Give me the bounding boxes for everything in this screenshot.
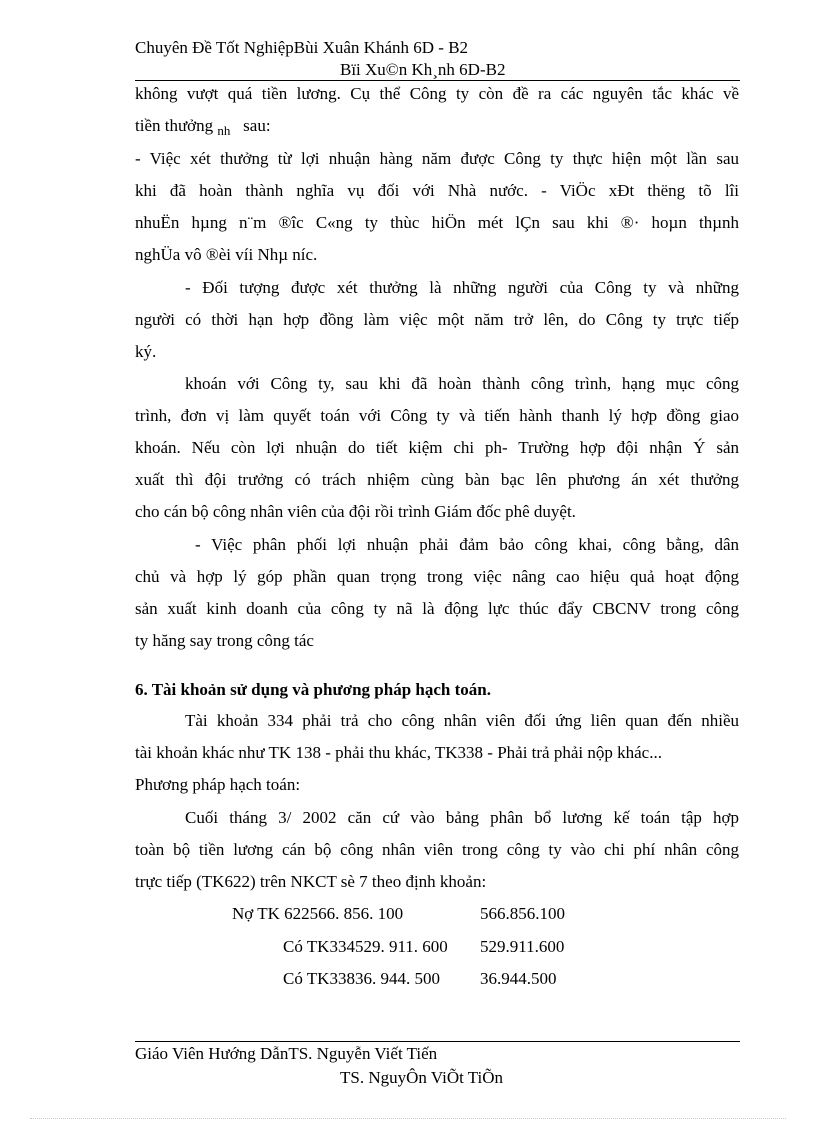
text-line: trực tiếp (TK622) trên NKCT sè 7 theo định khoản: — [135, 872, 487, 891]
text-line: khi đã hoàn thành nghĩa vụ đối với Nhà nước. - ViÖc xÐt thëng tõ lîi — [135, 181, 739, 200]
entry-label: Có TK334529. 911. 600 — [283, 937, 448, 956]
entry-amount: 36.944.500 — [480, 969, 557, 988]
text-line: trình, đơn vị làm quyết toán với Công ty và tiến hành thanh lý hợp đồng giao — [135, 406, 739, 425]
text-line: nhuËn hµng n¨m ®îc C«ng ty thùc hiÖn mét lÇn sau khi ®· hoµn thµnh — [135, 213, 739, 232]
text-fragment: sau: — [243, 116, 271, 135]
page-edge-divider — [30, 1118, 786, 1119]
text-line: sản xuất kinh doanh của công ty nã là động lực thúc đẩy CBCNV trong công — [135, 599, 739, 618]
header-title-legacy: Bïi Xu©n Kh¸nh 6D-B2 — [340, 60, 506, 79]
text-line: không vượt quá tiền lương. Cụ thể Công ty còn đề ra các nguyên tắc khác về — [135, 84, 739, 103]
entry-label: Có TK33836. 944. 500 — [283, 969, 440, 988]
text-line: ký. — [135, 342, 157, 361]
text-line: tài khoản khác như TK 138 - phải thu khác, TK338 - Phải trả phải nộp khác... — [135, 743, 662, 762]
footer-advisor-legacy: TS. NguyÔn ViÕt TiÕn — [340, 1068, 504, 1087]
footer-rule — [135, 1041, 740, 1042]
header-rule — [135, 80, 740, 81]
text-line: - Việc xét thưởng từ lợi nhuận hàng năm được Công ty thực hiện một lần sau — [135, 149, 739, 168]
text-fragment: tiền thưởng — [135, 116, 214, 135]
text-line: nghÜa vô ®èi víi Nhµ níc. — [135, 245, 318, 264]
text-line — [135, 116, 271, 137]
text-line: ty hăng say trong công tác — [135, 631, 314, 650]
text-line: Phương pháp hạch toán: — [135, 775, 301, 794]
text-line: xuất thì đội trưởng có trách nhiệm cùng bàn bạc lên phương án xét thưởng — [135, 470, 739, 489]
text-line: Tài khoản 334 phải trả cho công nhân viên đối ứng liên quan đến nhiều — [185, 711, 739, 730]
entry-amount: 566.856.100 — [480, 904, 565, 923]
entry-label: Nợ TK 622566. 856. 100 — [232, 904, 404, 923]
text-line: khoán. Nếu còn lợi nhuận do tiết kiệm chi ph- Trường hợp đội nhận Ý sản — [135, 438, 739, 457]
text-line: toàn bộ tiền lương cán bộ công nhân viên trong công ty vào chi phí nhân công — [135, 840, 739, 859]
text-line: chủ và hợp lý góp phần quan trọng trong việc nâng cao hiệu quả hoạt động — [135, 567, 739, 586]
text-fragment-subscript: nh — [217, 123, 231, 138]
entry-amount: 529.911.600 — [480, 937, 565, 956]
section-heading: 6. Tài khoản sử dụng và phương pháp hạch toán. — [135, 680, 491, 699]
header-title: Chuyên Đề Tốt NghiệpBùi Xuân Khánh 6D - B2 — [135, 38, 469, 57]
text-line: - Việc phân phối lợi nhuận phải đảm bảo công khai, công bằng, dân — [195, 535, 739, 554]
text-line: người có thời hạn hợp đồng làm việc một năm trở lên, do Công ty trực tiếp — [135, 310, 739, 329]
footer-advisor: Giáo Viên Hướng DẫnTS. Nguyễn Viết Tiến — [135, 1044, 438, 1063]
text-line: khoán với Công ty, sau khi đã hoàn thành công trình, hạng mục công — [185, 374, 739, 393]
text-line: Cuối tháng 3/ 2002 căn cứ vào bảng phân bổ lương kế toán tập hợp — [185, 808, 739, 827]
text-line: cho cán bộ công nhân viên của đội rồi trình Giám đốc phê duyệt. — [135, 502, 576, 521]
text-line: - Đối tượng được xét thưởng là những người của Công ty và những — [185, 278, 739, 297]
